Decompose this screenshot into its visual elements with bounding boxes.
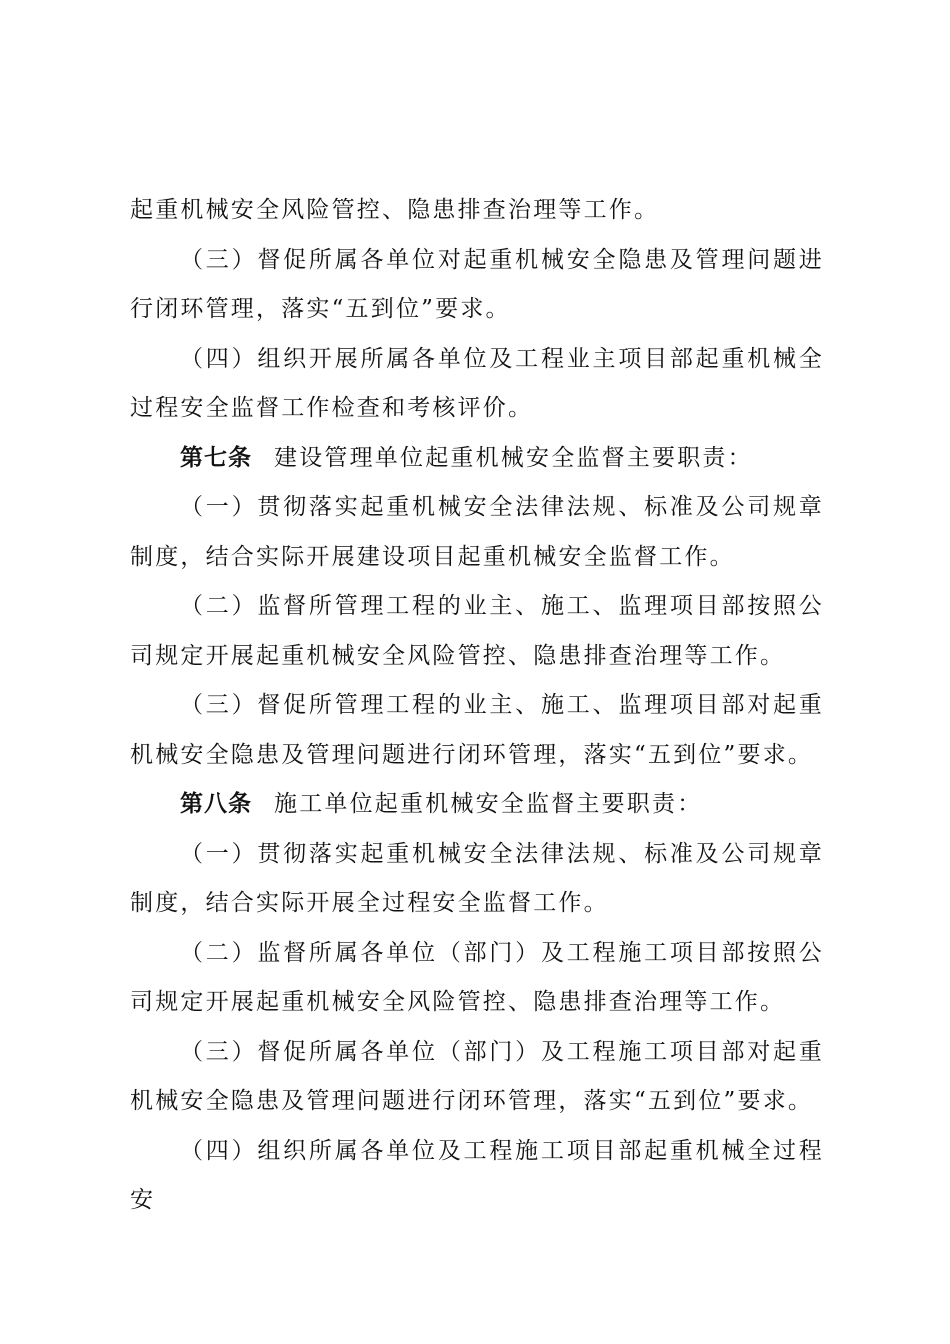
document-body <box>130 186 824 1226</box>
article-8-item-3: （三）督促所属各单位（部门）及工程施工项目部对起重机械安全隐患及管理问题进行闭环管理，落实“五到位”要求。 <box>130 1038 824 1114</box>
article-8-heading: 第八条 <box>180 791 252 817</box>
paragraph-continuation: 起重机械安全风险管控、隐患排查治理等工作。 <box>130 197 660 223</box>
article-7 <box>130 434 824 484</box>
article-7-item-1: （一）贯彻落实起重机械安全法律法规、标准及公司规章制度，结合实际开展建设项目起重机械安全监督工作。 <box>130 494 824 570</box>
article-8-text: 施工单位起重机械安全监督主要职责： <box>274 791 703 817</box>
article-8-item-2: （二）监督所属各单位（部门）及工程施工项目部按照公司规定开展起重机械安全风险管控、隐患排查治理等工作。 <box>130 939 824 1015</box>
article-8-item-1: （一）贯彻落实起重机械安全法律法规、标准及公司规章制度，结合实际开展全过程安全监督工作。 <box>130 840 824 916</box>
paragraph-item-4: （四）组织开展所属各单位及工程业主项目部起重机械全过程安全监督工作检查和考核评价。 <box>130 345 824 421</box>
article-7-item-2: （二）监督所管理工程的业主、施工、监理项目部按照公司规定开展起重机械安全风险管控、隐患排查治理等工作。 <box>130 593 824 669</box>
article-8-item-4: （四）组织所属各单位及工程施工项目部起重机械全过程安 <box>130 1137 824 1213</box>
article-7-text: 建设管理单位起重机械安全监督主要职责： <box>274 444 753 471</box>
article-7-heading: 第七条 <box>180 444 252 471</box>
article-7-item-3: （三）督促所管理工程的业主、施工、监理项目部对起重机械安全隐患及管理问题进行闭环管理，落实“五到位”要求。 <box>130 692 824 768</box>
article-8 <box>130 780 824 830</box>
paragraph-item-3: （三）督促所属各单位对起重机械安全隐患及管理问题进行闭环管理，落实“五到位”要求。 <box>130 246 824 322</box>
